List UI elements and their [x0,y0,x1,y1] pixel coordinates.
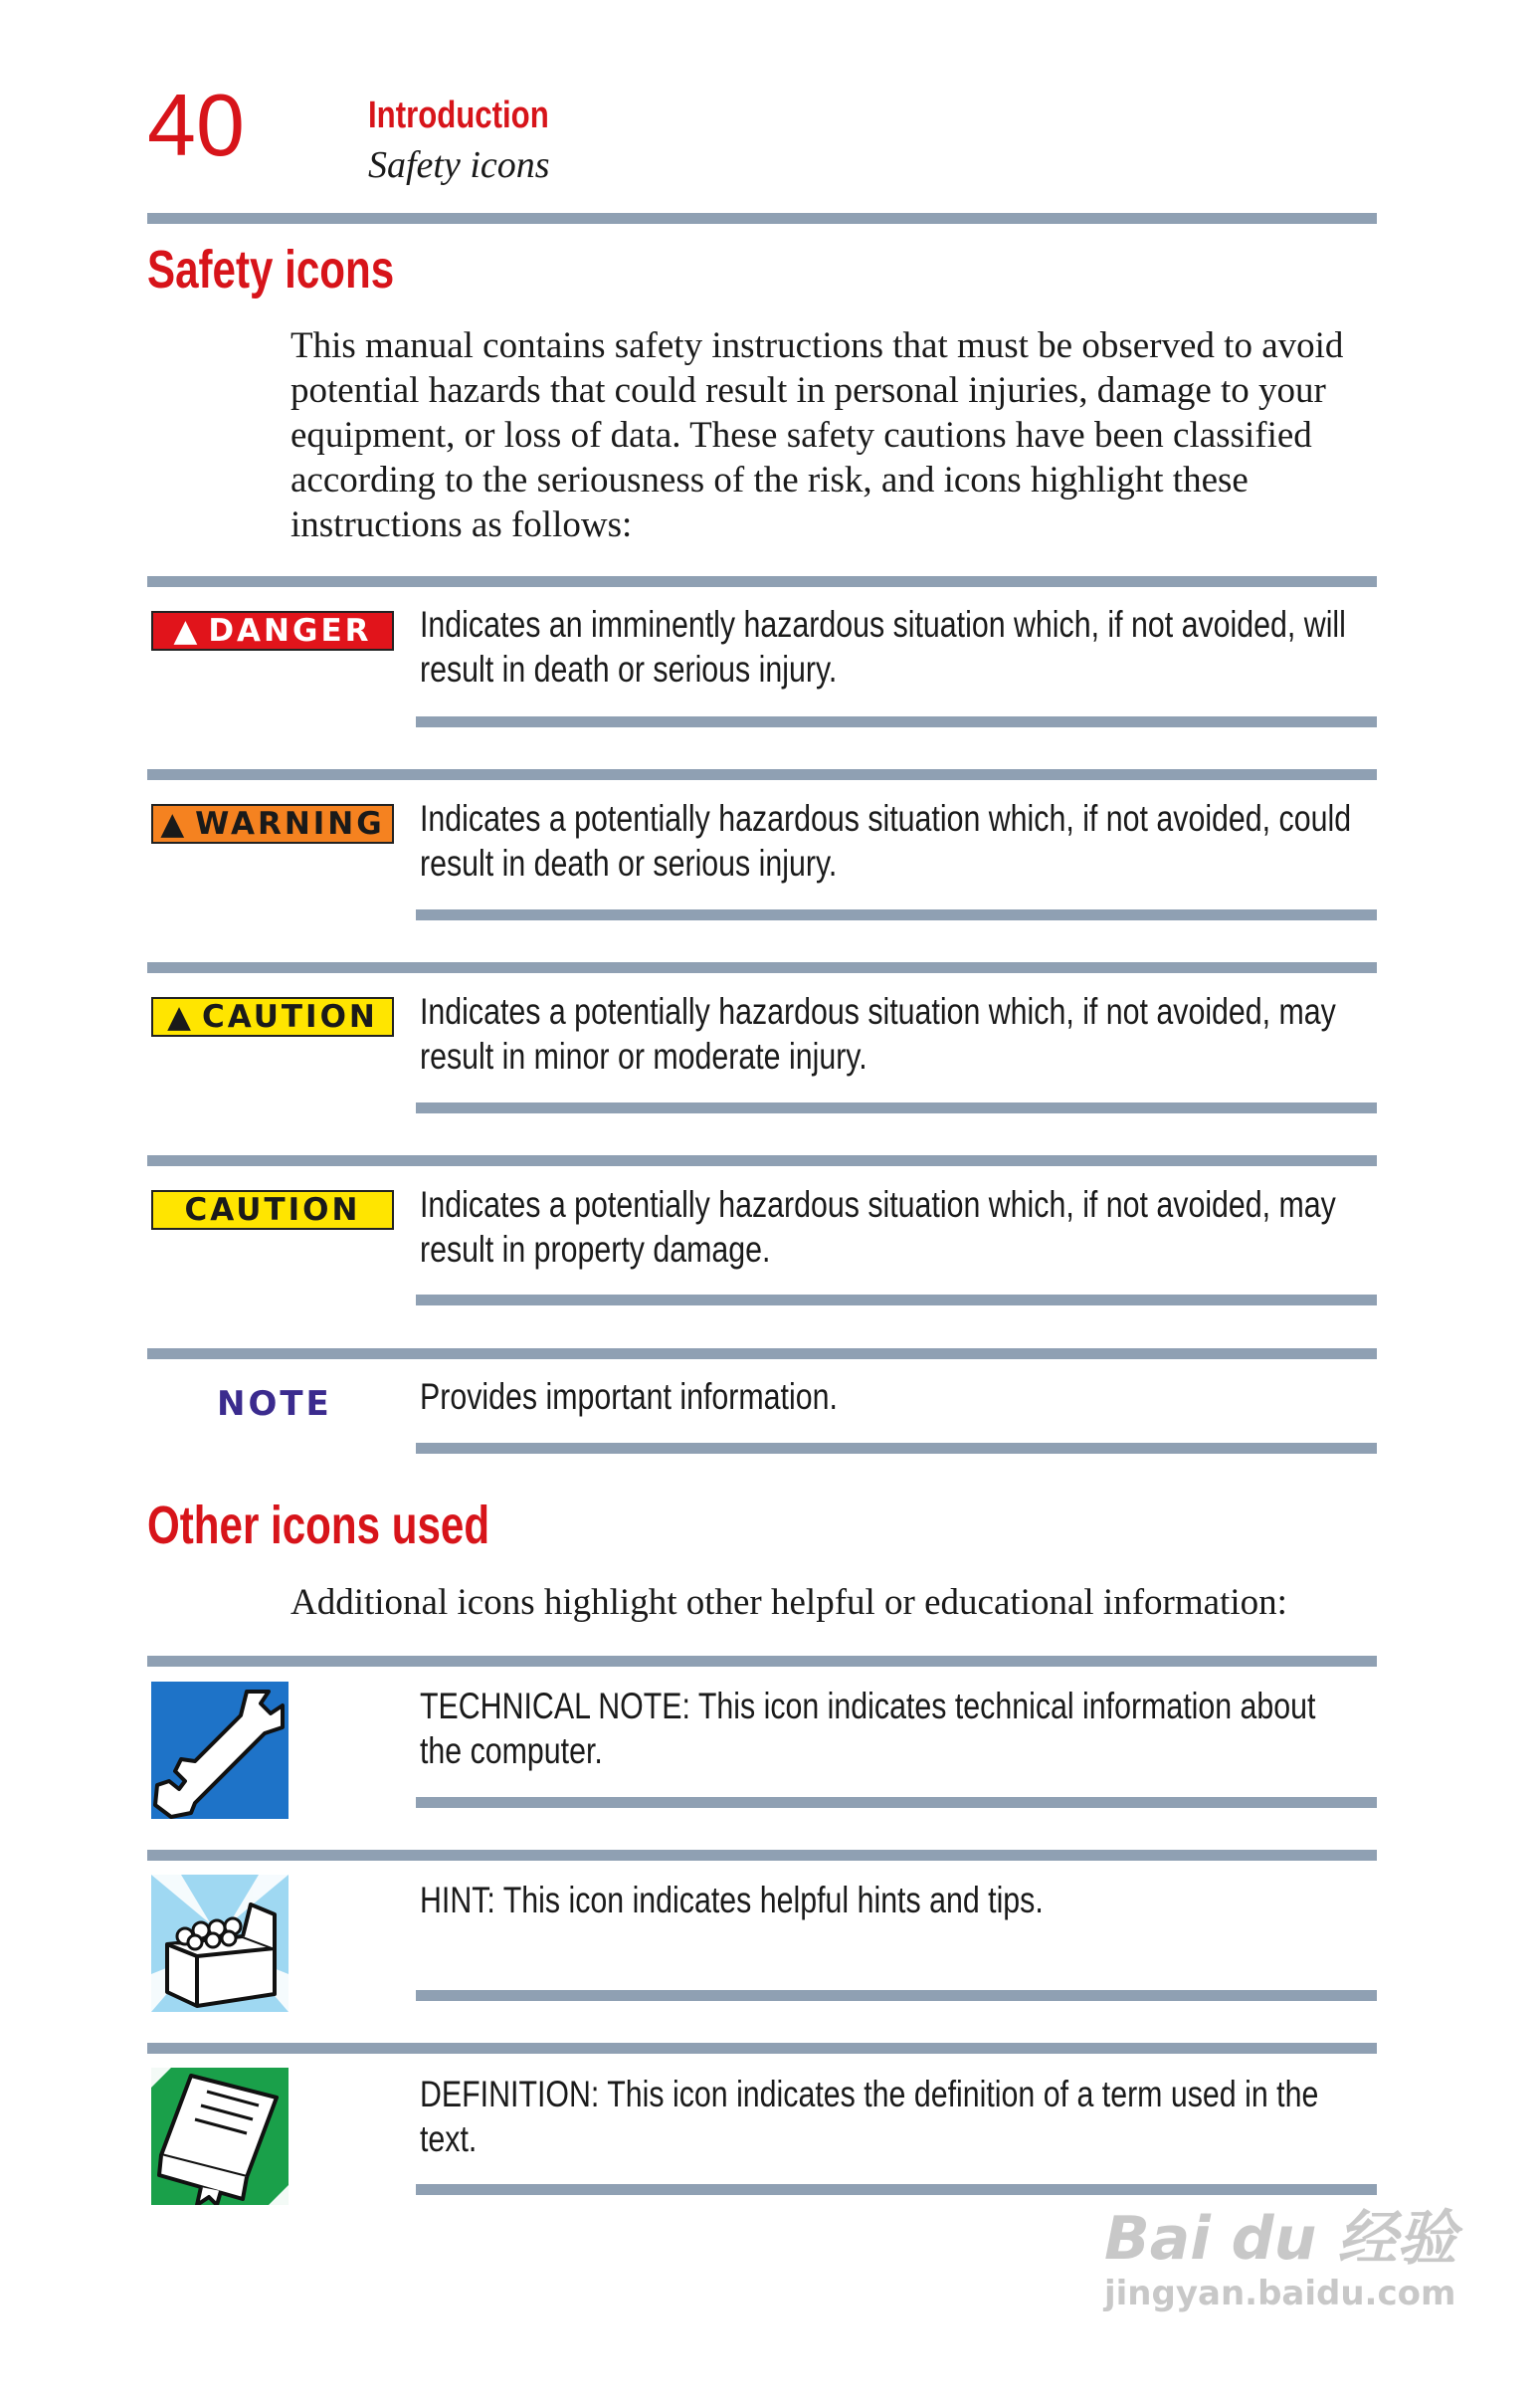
definition-bottom-rule [416,2184,1377,2195]
watermark-url: jingyan.baidu.com [1104,2274,1456,2313]
danger-label: DANGER [208,613,372,649]
warning-badge [151,804,394,844]
warning-description: Indicates a potentially hazardous situation which, if not avoided, could result in death or serious injury. [420,798,1352,884]
hint-description: HINT: This icon indicates helpful hints and tips. [420,1880,1044,1920]
warning-triangle-icon: ▲ [160,806,188,842]
watermark [1104,2204,1456,2313]
caution-property-bottom-rule [416,1295,1377,1305]
wrench-icon [151,1682,289,1819]
caution-property-label: CAUTION [184,1192,361,1228]
warning-bottom-rule [416,909,1377,920]
caution-property-description: Indicates a potentially hazardous situation which, if not avoided, may result in property damage. [420,1184,1336,1270]
caution-injury-label: CAUTION [201,999,378,1035]
caution-injury-description: Indicates a potentially hazardous situation which, if not avoided, may result in minor or moderate injury. [420,991,1336,1077]
hint-top-rule [147,1850,1377,1861]
treasure-chest-icon [151,1875,289,2012]
warning-triangle-icon: ▲ [167,999,194,1035]
running-header-section: Introduction [368,95,549,136]
definition-description: DEFINITION: This icon indicates the definition of a term used in the text. [420,2074,1319,2159]
note-label: NOTE [217,1384,332,1424]
definition-top-rule [147,2043,1377,2054]
header-rule [147,213,1377,224]
watermark-brand: Bai du 经验 [1104,2204,1457,2274]
running-header-subsection: Safety icons [368,144,550,186]
caution-property-badge [151,1190,394,1230]
warning-triangle-icon: ▲ [173,613,201,649]
hint-bottom-rule [416,1990,1377,2001]
caution-injury-top-rule [147,962,1377,973]
safety-icons-heading: Safety icons [147,240,395,300]
other-icons-heading: Other icons used [147,1496,490,1555]
note-top-rule [147,1348,1377,1359]
danger-badge [151,611,394,651]
danger-bottom-rule [416,716,1377,727]
page-number: 40 [147,76,245,174]
danger-description: Indicates an imminently hazardous situation which, if not avoided, will result in death or serious injury. [420,604,1346,690]
technical-note-description: TECHNICAL NOTE: This icon indicates technical information about the computer. [420,1686,1316,1771]
caution-injury-badge [151,997,394,1037]
danger-top-rule [147,576,1377,587]
note-bottom-rule [416,1443,1377,1454]
technical-note-top-rule [147,1656,1377,1667]
other-intro-paragraph: Additional icons highlight other helpful or educational information: [290,1582,1287,1623]
book-icon [151,2068,289,2205]
safety-intro-paragraph: This manual contains safety instructions that must be observed to avoid potential hazards that could result in personal injuries, damage to your equipment, or loss of data. These safety cautions have been classified according to the seriousness of the risk, and icons highlight these instructions as follows: [290,325,1344,545]
note-description: Provides important information. [420,1376,838,1417]
caution-injury-bottom-rule [416,1102,1377,1113]
technical-note-bottom-rule [416,1797,1377,1808]
warning-label: WARNING [195,806,385,842]
caution-property-top-rule [147,1155,1377,1166]
warning-top-rule [147,769,1377,780]
